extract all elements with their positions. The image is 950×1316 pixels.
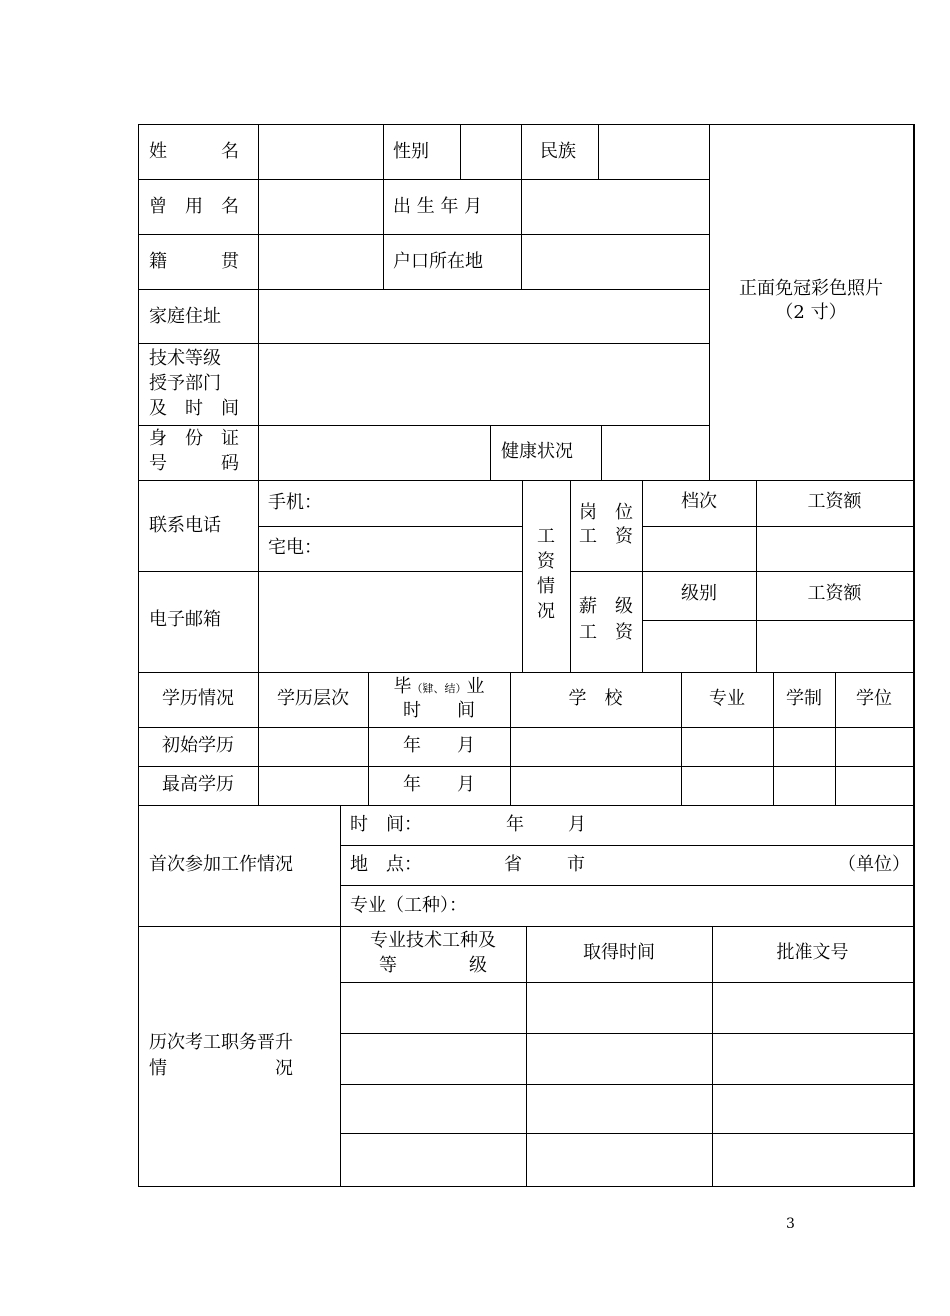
label-hukou: 户口所在地 bbox=[393, 251, 483, 272]
label-job-province: 省 bbox=[504, 854, 522, 875]
label-tech-grade-3: 及 时 间 bbox=[149, 398, 239, 419]
label-post-salary-1: 岗 位 bbox=[579, 502, 633, 523]
label-address: 家庭住址 bbox=[149, 306, 221, 327]
label-major: 专业 bbox=[709, 688, 745, 709]
table-border-right bbox=[913, 124, 915, 1187]
label-id-1: 身 份 证 bbox=[149, 428, 239, 449]
label-native-place: 籍 贯 bbox=[149, 251, 239, 272]
table-border-left bbox=[138, 124, 139, 1187]
label-mobile: 手机： bbox=[268, 492, 322, 513]
label-grad-line1: 毕（肄、结）业 bbox=[393, 676, 485, 697]
label-promo-col1-line1: 专业技术工种及 bbox=[370, 930, 496, 951]
label-id-2: 号 码 bbox=[149, 453, 239, 474]
label-promotion-1: 历次考工职务晋升 bbox=[149, 1032, 293, 1053]
label-job-place: 地 点： bbox=[350, 854, 422, 875]
label-grad-time: 时 间 bbox=[403, 700, 475, 721]
label-school: 学 校 bbox=[568, 688, 623, 709]
label-study-length: 学制 bbox=[786, 688, 822, 709]
photo-placeholder-line1: 正面免冠彩色照片 bbox=[739, 278, 883, 299]
label-birth: 出 生 年 月 bbox=[393, 196, 483, 217]
label-salary-char3: 情 bbox=[537, 576, 555, 597]
label-email: 电子邮箱 bbox=[149, 609, 221, 630]
label-tech-grade-2: 授予部门 bbox=[149, 373, 221, 394]
label-amount-2: 工资额 bbox=[807, 583, 862, 604]
label-former-name: 曾 用 名 bbox=[149, 196, 239, 217]
label-edu-level: 学历层次 bbox=[277, 688, 349, 709]
label-salary-char1: 工 bbox=[537, 526, 555, 547]
label-education: 学历情况 bbox=[162, 688, 234, 709]
label-job-specialty: 专业（工种）： bbox=[350, 895, 467, 916]
label-name: 姓 名 bbox=[149, 141, 239, 162]
label-grade: 档次 bbox=[681, 491, 717, 512]
label-promo-col1-line2: 等 级 bbox=[379, 955, 487, 976]
label-promotion-2: 情 况 bbox=[149, 1058, 293, 1079]
label-level: 级别 bbox=[681, 583, 717, 604]
label-highest-edu: 最高学历 bbox=[162, 774, 234, 795]
label-promo-col3: 批准文号 bbox=[776, 942, 849, 963]
label-gender: 性别 bbox=[393, 141, 429, 162]
label-scale-salary-1: 薪 级 bbox=[579, 596, 633, 617]
label-scale-salary-2: 工 资 bbox=[579, 622, 633, 643]
label-initial-date: 年 月 bbox=[403, 735, 475, 756]
label-post-salary-2: 工 资 bbox=[579, 526, 633, 547]
label-salary-char4: 况 bbox=[537, 601, 555, 622]
label-initial-edu: 初始学历 bbox=[162, 735, 234, 756]
label-phone: 联系电话 bbox=[149, 515, 221, 536]
label-promo-col2: 取得时间 bbox=[583, 942, 655, 963]
page-number: 3 bbox=[786, 1216, 795, 1232]
label-amount: 工资额 bbox=[807, 491, 862, 512]
label-highest-date: 年 月 bbox=[403, 774, 475, 795]
photo-placeholder-line2: （2 寸） bbox=[775, 302, 847, 323]
label-job-city: 市 bbox=[567, 854, 585, 875]
label-job-year: 年 bbox=[506, 814, 524, 835]
label-degree: 学位 bbox=[856, 688, 892, 709]
label-health: 健康状况 bbox=[501, 441, 573, 462]
label-job-unit: （单位） bbox=[838, 854, 910, 875]
label-tech-grade-1: 技术等级 bbox=[149, 348, 221, 369]
label-job-month: 月 bbox=[568, 814, 586, 835]
label-home-phone: 宅电： bbox=[268, 537, 322, 558]
label-salary-char2: 资 bbox=[537, 551, 555, 572]
label-ethnicity: 民族 bbox=[540, 141, 576, 162]
label-job-time: 时 间： bbox=[350, 814, 422, 835]
table-border-top bbox=[138, 124, 914, 125]
label-first-job: 首次参加工作情况 bbox=[149, 854, 293, 875]
